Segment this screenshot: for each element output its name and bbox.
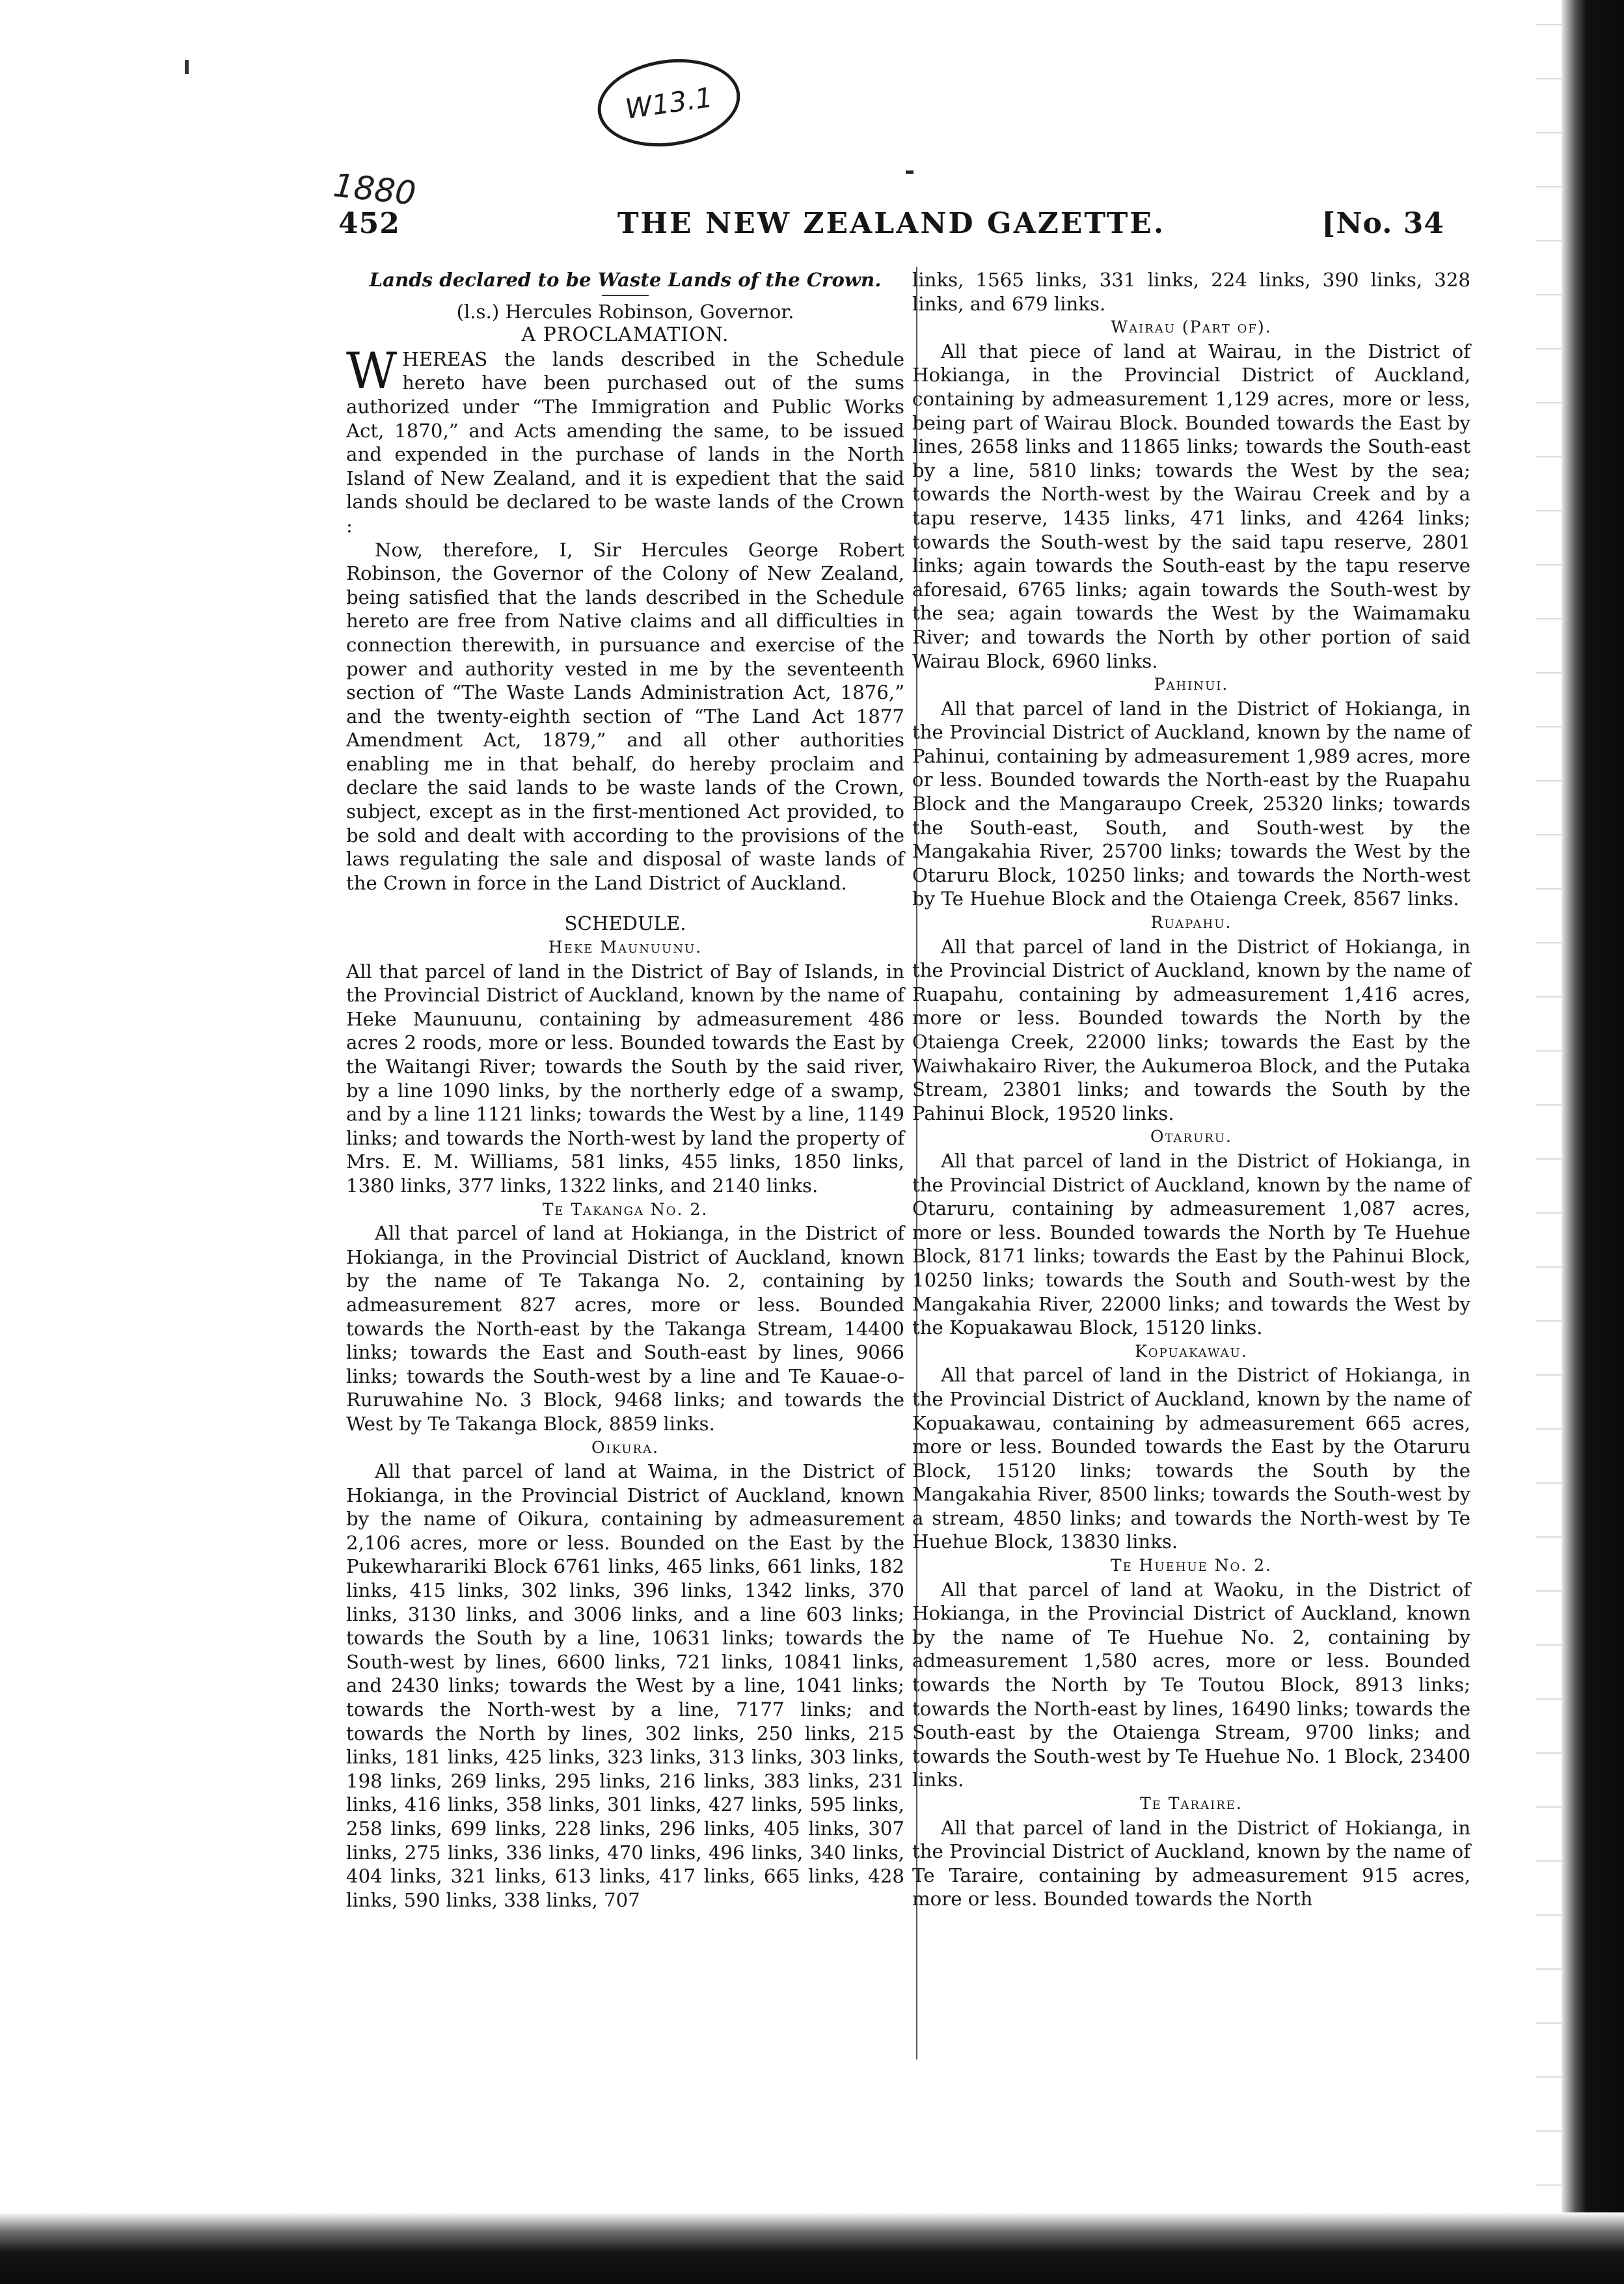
section-heading: Lands declared to be Waste Lands of the Crown. (369, 269, 882, 291)
proclamation-title: A PROCLAMATION. (521, 323, 729, 347)
block-text-te-huehue: All that parcel of land at Waoku, in the District of Hokianga, in the Provincial District of Auckland, known by the name of Te Huehue No. 2, containing by admeasurement 1,580 acres, more or less. Bounded towards the North by Te Toutou Block, 8913 links; towards the North-east by lines, 16490 links; towards the South-east by the Otaienga Stream, 9700 links; and towards the South-west by Te Huehue No. 1 Block, 23400 links. (912, 1578, 1470, 1791)
margin-mark (185, 60, 189, 74)
short-rule (602, 295, 649, 296)
block-heading-kopuakawau: Kopuakawau. (1135, 1341, 1248, 1361)
scan-speckle (1536, 0, 1562, 2284)
block-text-ruapahu: All that parcel of land in the District of Hokianga, in the Provincial District of Auckland, known by the name of Ruapahu, containing by admeasurement 1,416 acres, more or less. Bounded towards the North by the Otaienga Creek, 22000 links; towards the East by the Waiwhakairo River, the Aukumeroa Block, and the Putaka Stream, 23801 links; and towards the South by the Pahinui Block, 19520 links. (912, 935, 1470, 1124)
block-heading-te-takanga: Te Takanga No. 2. (542, 1199, 709, 1219)
whereas-text: HEREAS the lands described in the Schedule hereto have been purchased out of the sums authorized under “The Immigration and Public Works Act, 1870,” and Acts amending the same, to be issued and expended in the purchase of lands in the North Island of New Zealand, and it is expedient that the said lands should be declared to be waste lands of the Crown : (346, 347, 904, 537)
block-heading-otaruru: Otaruru. (1150, 1127, 1232, 1147)
block-heading-te-taraire: Te Taraire. (1140, 1794, 1243, 1813)
whereas-paragraph (346, 341, 904, 538)
block-text-heke-maunuunu: All that parcel of land in the District of Bay of Islands, in the Provincial District of Auckland, known by the name of Heke Maunuunu, containing by admeasurement 486 acres 2 roods, more or less. Bounded towards the East by the Waitangi River; towards the South by the said river, by a line 1090 links, by the northerly edge of a swamp, and by a line 1121 links; towards the West by a line, 1149 links; and towards the North-west by land the property of Mrs. E. M. Williams, 581 links, 455 links, 1850 links, 1380 links, 377 links, 1322 links, and 2140 links. (346, 960, 904, 1197)
ink-mark (906, 170, 914, 174)
block-text-te-takanga: All that parcel of land at Hokianga, in the District of Hokianga, in the Provincial District of Auckland, known by the name of Te Takanga No. 2, containing by admeasurement 827 acres, more or less. Bounded towards the North-east by the Takanga Stream, 14400 links; towards the East and South-east by lines, 9066 links; towards the South-west by a line and Te Kauae-o-Ruruwahine No. 3 Block, 9468 links; and towards the West by Te Takanga Block, 8859 links. (346, 1222, 904, 1435)
page-header (338, 207, 1444, 246)
block-heading-ruapahu: Ruapahu. (1150, 913, 1232, 932)
stamp-text: W13.1 (623, 81, 715, 125)
scan-bottom-band (0, 2212, 1624, 2284)
block-heading-te-huehue: Te Huehue No. 2. (1110, 1556, 1273, 1575)
governor-line: (l.s.) Hercules Robinson, Governor. (456, 300, 794, 323)
drop-cap: W (346, 341, 398, 400)
block-text-wairau: All that piece of land at Wairau, in the District of Hokianga, in the Provincial District of Auckland, containing by admeasurement 1,129 acres, more or less, being part of Wairau Block. Bounded towards the East by lines, 2658 links and 11865 links; towards the South-east by a line, 5810 links; towards the West by the sea; towards the North-west by the Wairau Creek and by a tapu reserve, 1435 links, 471 links, and 4264 links; towards the South-west by the said tapu reserve, 2801 links; again towards the South-east by the tapu reserve aforesaid, 6765 links; again towards the South-west by the sea; again towards the West by the Waimamaku River; and towards the North by other portion of said Wairau Block, 6960 links. (912, 340, 1470, 672)
block-heading-heke-maunuunu: Heke Maunuunu. (548, 938, 703, 957)
block-text-pahinui: All that parcel of land in the District of Hokianga, in the Provincial District of Auckland, known by the name of Pahinui, containing by admeasurement 1,989 acres, more or less. Bounded towards the North-east by the Ruapahu Block and the Mangaraupo Creek, 25320 links; towards the South-east, South, and South-west by the Mangakahia River, 25700 links; towards the West by the Otaruru Block, 10250 links; and towards the North-west by Te Huehue Block and the Otaienga Creek, 8567 links. (912, 697, 1470, 910)
right-column (912, 268, 1470, 1911)
block-text-kopuakawau: All that parcel of land in the District of Hokianga, in the Provincial District of Auckland, known by the name of Kopuakawau, containing by admeasurement 665 acres, more or less. Bounded towards the East by the Otaruru Block, 15120 links; towards the South by the Mangakahia River, 8500 links; towards the South-west by a stream, 4850 links; and towards the North-west by Te Huehue Block, 13830 links. (912, 1364, 1470, 1553)
block-heading-wairau: Wairau (Part of). (1111, 318, 1272, 337)
gazette-title: THE NEW ZEALAND GAZETTE. (617, 207, 1166, 240)
block-text-oikura: All that parcel of land at Waima, in the District of Hokianga, in the Provincial District of Auckland, known by the name of Oikura, containing by admeasurement 2,106 acres, more or less. Bounded on the East by the Pukewharariki Block 6761 links, 465 links, 661 links, 182 links, 415 links, 302 links, 396 links, 1342 links, 370 links, 3130 links, and 3006 links, and a line 603 links; towards the South by a line, 10631 links; towards the South-west by lines, 6600 links, 721 links, 10841 links, and 2430 links; towards the West by a line, 1041 links; towards the North-west by a line, 7177 links; and towards the North by lines, 302 links, 250 links, 215 links, 181 links, 425 links, 323 links, 313 links, 303 links, 198 links, 269 links, 295 links, 216 links, 383 links, 231 links, 416 links, 358 links, 301 links, 427 links, 595 links, 258 links, 699 links, 228 links, 296 links, 405 links, 307 links, 275 links, 336 links, 470 links, 496 links, 340 links, 404 links, 321 links, 613 links, 417 links, 665 links, 428 links, 590 links, 338 links, 707 (346, 1460, 904, 1911)
block-text-oikura-continued: links, 1565 links, 331 links, 224 links, 390 links, 328 links, and 679 links. (912, 269, 1470, 315)
block-text-otaruru: All that parcel of land in the District of Hokianga, in the Provincial District of Auckland, known by the name of Otaruru, containing by admeasurement 1,087 acres, more or less. Bounded towards the North by Te Huehue Block, 8171 links; towards the East by the Pahinui Block, 10250 links; towards the South and South-west by the Mangakahia River, 22000 links; and towards the West by the Kopuakawau Block, 15120 links. (912, 1149, 1470, 1339)
page-number: 452 (338, 207, 400, 240)
issue-number: [No. 34 (1321, 207, 1444, 240)
block-heading-pahinui: Pahinui. (1154, 675, 1229, 694)
left-column (346, 268, 904, 1912)
block-text-te-taraire: All that parcel of land in the District of Hokianga, in the Provincial District of Auckland, known by the name of Te Taraire, containing by admeasurement 915 acres, more or less. Bounded towards the North (912, 1816, 1470, 1910)
archive-reference-stamp (592, 50, 746, 155)
schedule-title: SCHEDULE. (564, 912, 686, 935)
block-heading-oikura: Oikura. (591, 1437, 660, 1457)
handwritten-year: 1880 (331, 166, 418, 213)
now-therefore-paragraph: Now, therefore, I, Sir Hercules George Robert Robinson, the Governor of the Colony of New Zealand, being satisfied that the lands described in the Schedule hereto are free from Native claims and all difficulties in connection therewith, in pursuance and exercise of the power and authority vested in me by the seventeenth section of “The Waste Lands Administration Act, 1876,” and the twenty-eighth section of “The Land Act 1877 Amendment Act, 1879,” and all other authorities enabling me in that behalf, do hereby proclaim and declare the said lands to be waste lands of the Crown, subject, except as in the first-mentioned Act provided, to be sold and dealt with according to the provisions of the laws regulating the sale and disposal of waste lands of the Crown in force in the Land District of Auckland. (346, 538, 904, 894)
scan-dark-edge (1562, 0, 1624, 2284)
